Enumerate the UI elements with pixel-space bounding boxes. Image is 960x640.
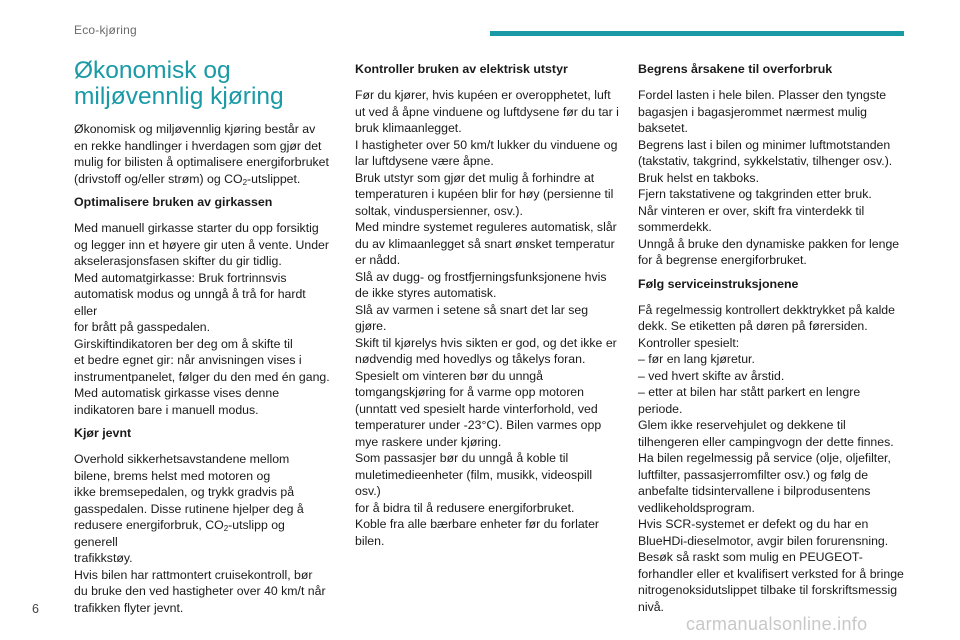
text-line: soltak, vinduspersienner, osv.). xyxy=(355,203,523,218)
section-heading-gearbox: Optimalisere bruken av girkassen xyxy=(74,195,273,209)
text-line: du av klimaanlegget så snart ønsket temperatur xyxy=(355,236,615,251)
text-line: Slå av dugg- og frostfjerningsfunksjonene hvis xyxy=(355,269,607,284)
text-line: du bruke den ved hastigheter over 40 km/t når xyxy=(74,584,326,598)
text-line: trafikkstøy. xyxy=(74,551,133,565)
text-line: BlueHDi-dieselmotor, avgir bilen forurensning. xyxy=(638,533,889,548)
text-line: Begrens last i bilen og minimer luftmotstanden xyxy=(638,137,891,152)
text-line: tomgangskjøring for å varme opp motoren xyxy=(355,385,584,399)
text-fragment: redusere energiforbruk, CO xyxy=(74,518,224,532)
text-line: for å bidra til å redusere energiforbruket. xyxy=(355,500,575,515)
text-line: luftfilter, passasjerromfilter osv.) og følg de xyxy=(638,467,869,482)
text-line: Kontroller spesielt: xyxy=(638,335,740,350)
text-line: Glem ikke reservehjulet og dekkene til xyxy=(638,418,846,432)
drive-smoothly-paragraph xyxy=(74,451,332,616)
section-heading-service: Følg serviceinstruksjonene xyxy=(638,276,799,291)
text-line: ikke bremsepedalen, og trykk gradvis på xyxy=(74,485,295,499)
text-line: og legger inn et høyere gir uten å vente. Under xyxy=(74,237,329,252)
text-line: Fjern takstativene og takgrinden etter bruk. xyxy=(638,187,872,201)
text-line: Hvis bilen har rattmontert cruisekontroll, bør xyxy=(74,567,313,582)
page-title-line: Økonomisk og xyxy=(74,57,231,84)
text-line: gjøre. xyxy=(355,319,387,333)
watermark: carmanualsonline.info xyxy=(686,614,868,634)
text-line: (unntatt ved spesielt harde vinterforhold, ved xyxy=(355,401,598,416)
text-line: akselerasjonsfasen skifter du gir tidlig. xyxy=(74,254,282,268)
text-line: bilene, brems helst med motoren og xyxy=(74,468,271,483)
text-line: vedlikeholdsprogram. xyxy=(638,500,755,515)
text-line: Besøk så raskt som mulig en PEUGEOT- xyxy=(638,550,863,564)
electrical-paragraph xyxy=(355,87,621,549)
header-accent-bar xyxy=(490,31,904,36)
text-line: automatisk modus og unngå å trå for hardt eller xyxy=(74,287,306,318)
list-item: – før en lang kjøretur. xyxy=(638,352,755,366)
co2-subscript: 2 xyxy=(223,524,229,533)
text-line: indikatoren bare i manuell modus. xyxy=(74,402,259,417)
text-line: Girskiftindikatoren ber deg om å skifte til xyxy=(74,336,293,351)
text-line: nivå. xyxy=(638,599,664,614)
text-line: sommerdekk. xyxy=(638,220,712,234)
column-2 xyxy=(355,62,621,549)
column-3 xyxy=(638,62,904,623)
text-line: gasspedalen. Disse rutinene hjelper deg å xyxy=(74,501,304,516)
text-line: Spesielt om vinteren bør du unngå xyxy=(355,368,543,383)
text-line: Når vinteren er over, skift fra vinterdekk til xyxy=(638,203,865,218)
text-line-co2 xyxy=(74,517,332,550)
text-line: nødvendig med hovedlys og tåkelys foran. xyxy=(355,352,586,366)
page-number: 6 xyxy=(32,602,39,616)
text-line: I hastigheter over 50 km/t lukker du vinduene og xyxy=(355,137,618,152)
text-line: mye raskere under kjøring. xyxy=(355,434,502,449)
list-item: – etter at bilen har stått parkert en lengre xyxy=(638,385,861,399)
text-line: Koble fra alle bærbare enheter før du forlater xyxy=(355,517,600,531)
text-line: forhandler eller et kvalifisert verksted for å bringe xyxy=(638,566,904,581)
text-line: baksetet. xyxy=(638,121,688,135)
page-title-line: miljøvennlig kjøring xyxy=(74,83,284,110)
text-line: Skift til kjørelys hvis sikten er god, og det ikke er xyxy=(355,335,617,350)
text-line: muletimedieenheter (film, musikk, videospill osv.) xyxy=(355,467,593,498)
text-line: (takstativ, takgrind, sykkelstativ, tilhenger osv.). xyxy=(638,154,893,168)
service-paragraph xyxy=(638,302,904,616)
text-line: Med automatgirkasse: Bruk fortrinnsvis xyxy=(74,270,287,285)
text-line: instrumentpanelet, følger du den med én gang. xyxy=(74,369,330,384)
text-line: Fordel lasten i hele bilen. Plasser den tyngste xyxy=(638,88,887,102)
text-line: Få regelmessig kontrollert dekktrykket på kalde xyxy=(638,302,895,317)
text-line: et bedre egnet gir: når anvisningen vises i xyxy=(74,353,302,367)
list-item: – ved hvert skifte av årstid. xyxy=(638,368,785,383)
text-line: trafikken flyter jevnt. xyxy=(74,600,184,615)
text-line: tilhengeren eller campingvogn der dette finnes. xyxy=(638,434,894,449)
text-line: bagasjen i bagasjerommet nærmest mulig xyxy=(638,104,867,119)
text-line: dekk. Se etiketten på døren på førersiden. xyxy=(638,319,868,333)
text-line: Unngå å bruke den dynamiske pakken for lenge xyxy=(638,236,900,251)
text-line: Overhold sikkerhetsavstandene mellom xyxy=(74,452,290,466)
text-line: anbefalte tidsintervallene i bilprodusentens xyxy=(638,484,871,498)
text-line: for å begrense energiforbruket. xyxy=(638,253,807,267)
text-line: temperaturer under -23°C). Bilen varmes opp xyxy=(355,418,602,432)
intro-text: Økonomisk og miljøvennlig kjøring består av en rekke handlinger i hverdagen som gjør det mulig for bilisten å optimalisere energiforbruket (drivstoff og/eller strøm) og CO xyxy=(74,122,329,186)
text-line: Bruk helst en takboks. xyxy=(638,170,759,185)
gearbox-paragraph xyxy=(74,220,332,418)
text-line: Med manuell girkasse starter du opp forsiktig xyxy=(74,221,319,235)
text-line: lar luftdysene være åpne. xyxy=(355,154,494,168)
text-line: Hvis SCR-systemet er defekt og du har en xyxy=(638,517,869,531)
text-line: bruk klimaanlegget. xyxy=(355,121,462,135)
text-line: Før du kjører, hvis kupéen er overopphetet, luft xyxy=(355,88,611,102)
text-fragment: -utslipp og generell xyxy=(74,518,285,549)
text-line: nitrogenoksidutslippet tilbake til forskriftsmessig xyxy=(638,583,898,597)
text-line: Bruk utstyr som gjør det mulig å forhindre at xyxy=(355,170,595,185)
text-line: ut ved å åpne vinduene og luftdysene før du tar i xyxy=(355,104,619,119)
section-heading-overconsumption: Begrens årsakene til overforbruk xyxy=(638,62,833,76)
text-line: Som passasjer bør du unngå å koble til xyxy=(355,451,569,465)
text-line: Slå av varmen i setene så snart det lar seg xyxy=(355,302,589,317)
intro-text-end: -utslippet. xyxy=(247,171,301,186)
page-title xyxy=(74,58,332,110)
column-1 xyxy=(74,58,332,624)
text-line: temperaturen i kupéen blir for høy (persienne til xyxy=(355,187,614,201)
text-line: er nådd. xyxy=(355,253,401,267)
section-label: Eco-kjøring xyxy=(74,23,137,37)
text-line: periode. xyxy=(638,401,683,416)
text-line: Med mindre systemet reguleres automatisk, slår xyxy=(355,220,617,234)
text-line: de ikke styres automatisk. xyxy=(355,286,497,300)
text-line: Med automatisk girkasse vises denne xyxy=(74,386,280,400)
text-line: bilen. xyxy=(355,533,385,548)
text-line: for brått på gasspedalen. xyxy=(74,320,211,334)
section-heading-electrical: Kontroller bruken av elektrisk utstyr xyxy=(355,62,568,76)
intro-paragraph xyxy=(74,121,332,187)
section-heading-drive-smoothly: Kjør jevnt xyxy=(74,426,132,440)
co2-subscript: 2 xyxy=(242,177,248,187)
text-line: Ha bilen regelmessig på service (olje, oljefilter, xyxy=(638,451,891,465)
overconsumption-paragraph xyxy=(638,87,904,269)
